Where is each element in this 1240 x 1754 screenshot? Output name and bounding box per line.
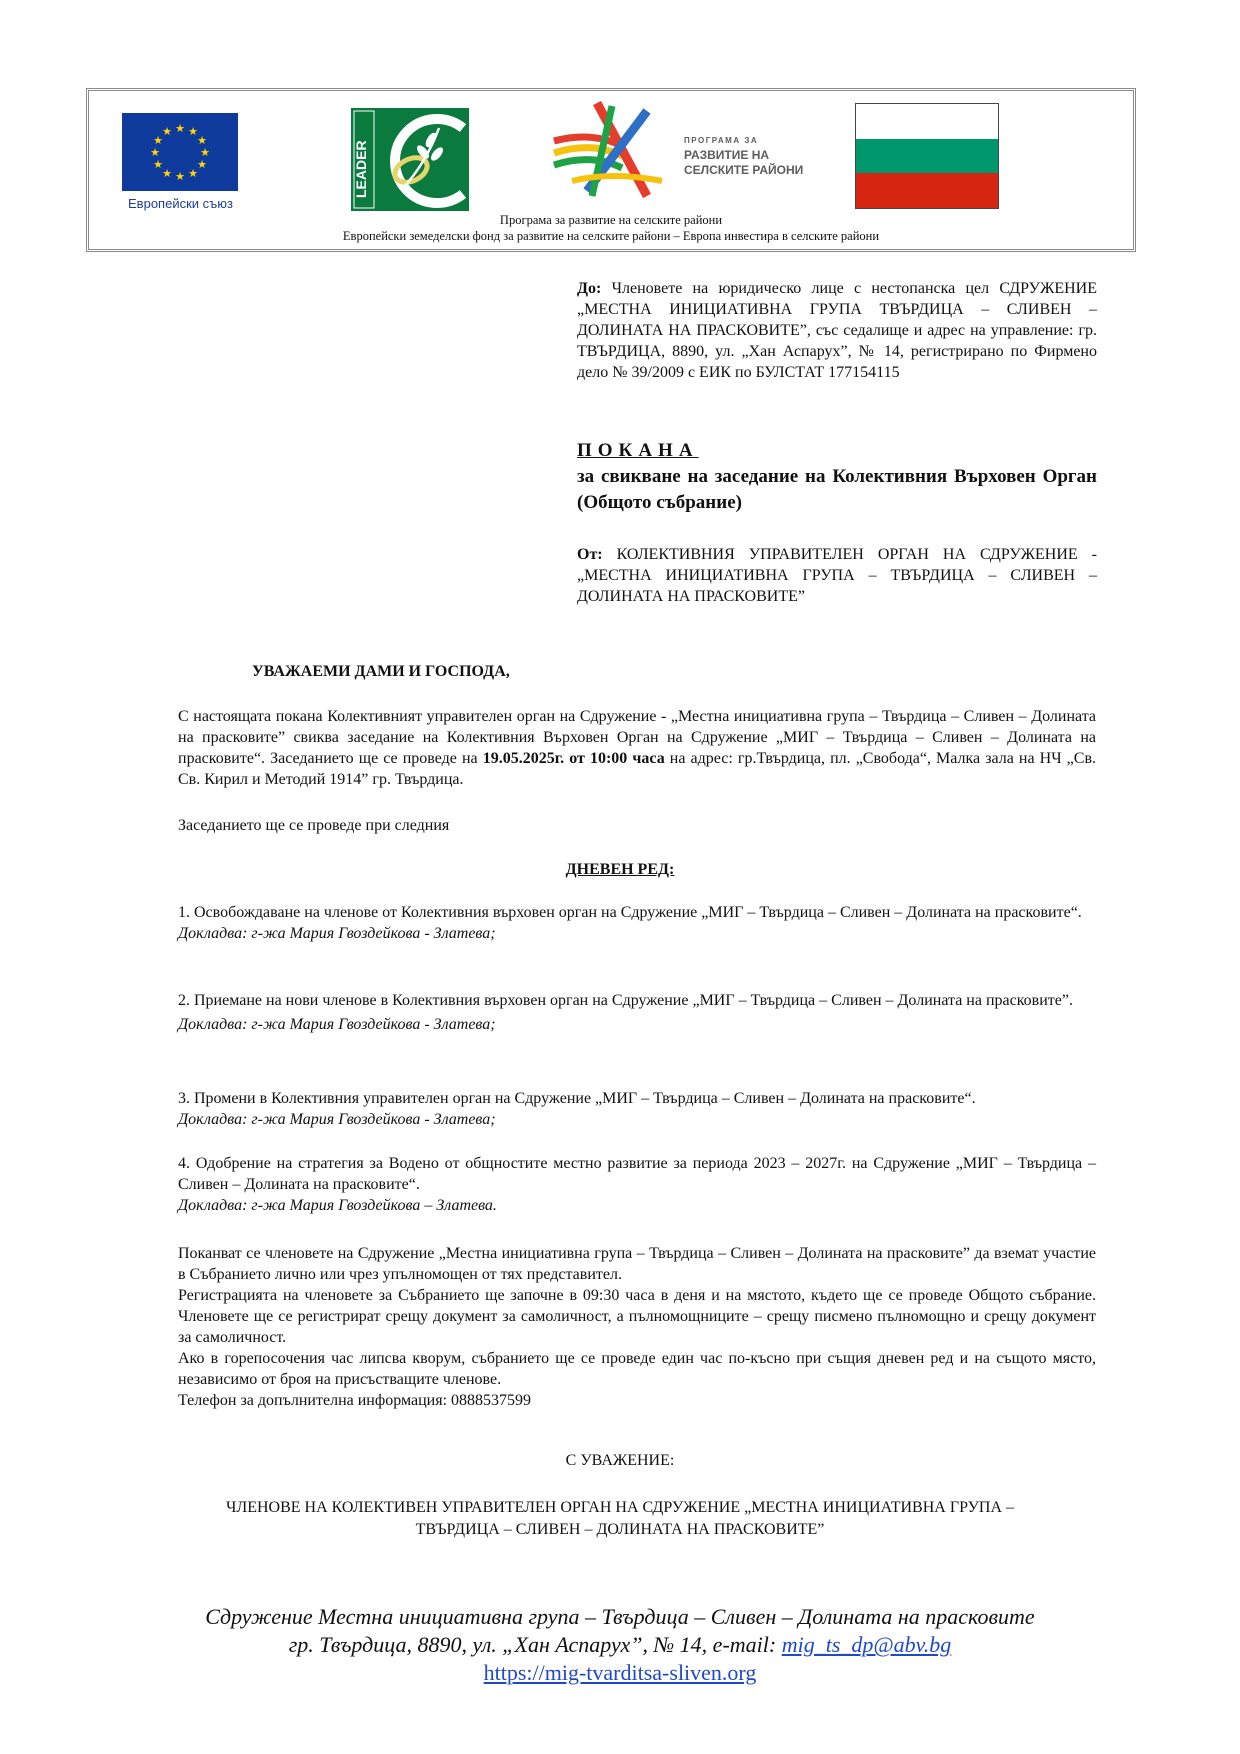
pre-agenda-text: Заседанието ще се проведе при следния (178, 817, 450, 834)
agenda-item-text: 3. Промени в Колективния управителен орган на Сдружение „МИГ – Твърдица – Сливен – Долината на прасковите“. (178, 1090, 976, 1107)
addressee-text: Членовете на юридическо лице с нестопанска цел СДРУЖЕНИЕ „МЕСТНА ИНИЦИАТИВНА ГРУПА ТВЪРДИЦА – СЛИВЕН – ДОЛИНАТА НА ПРАСКОВИТЕ”, със седалище и адрес на управление: гр. ТВЪРДИЦА, 8890, ул. „Хан Аспарух”, № 14, регистрирано по Фирмено дело № 39/2009 с ЕИК по БУЛСТАТ 177154115 (577, 280, 1098, 381)
closing-paragraph: Телефон за допълнителна информация: 0888537599 (178, 1392, 532, 1409)
agenda-item-reporter: Докладва: г-жа Мария Гвоздейкова - Златева; (178, 1111, 496, 1128)
eu-caption: Европейски съюз (128, 196, 233, 211)
intro-part3: на адрес: гр.Твърдица, пл. „Свобода“, Малка зала на НЧ „Св. Св. Кирил и Методий 1914” гр. Твърдица. (178, 750, 1097, 788)
closing-paragraph: Ако в горепосочения час липсва кворум, събранието ще се проведе един час по-късно при същия дневен ред и на същото място, независимо от броя на присъстващите членове. (178, 1350, 1096, 1388)
invitation-title: ПОКАНА (577, 440, 699, 461)
svg-text:★: ★ (162, 167, 172, 180)
agenda-title: ДНЕВЕН РЕД: (565, 861, 675, 878)
footer-email-link[interactable]: mig_ts_dp@abv.bg (781, 1632, 952, 1657)
svg-text:★: ★ (200, 146, 210, 159)
rural-program-icon (552, 101, 682, 201)
eu-stars-icon (122, 113, 238, 191)
flag-green-stripe (856, 139, 998, 174)
invitation-subtitle: за свикване на заседание на Колективния Върховен Орган (Общото събрание) (577, 466, 1097, 513)
header-fund-line: Европейски земеделски фонд за развитие на селските райони – Европа инвестира в селските райони (342, 229, 880, 243)
closing-paragraph: Поканват се членовете на Сдружение „Местна инициативна група – Твърдица – Сливен – Долината на прасковите” да вземат участие в Събранието лично или чрез упълномощен от тях представител. (178, 1245, 1096, 1283)
intro-part1: С настоящата покана Колективният управителен орган на Сдружение - „Местна инициативна група – Твърдица – Сливен – Долината на прасковите” свиква заседание на Колективния Върховен Орган на Сдружение „МИГ – Твърдица – Сливен – Долината на прасковите“. Заседанието ще се проведе на (178, 708, 1096, 767)
svg-text:★: ★ (162, 125, 172, 138)
flag-red-stripe (856, 173, 998, 208)
footer-website-link[interactable]: https://mig-tvarditsa-sliven.org (483, 1660, 757, 1685)
sender-label: От: (577, 546, 603, 563)
svg-text:★: ★ (175, 122, 185, 135)
footer-address (0, 1631, 1240, 1659)
program-logo-small: ПРОГРАМА ЗА (684, 136, 759, 145)
sender-text: КОЛЕКТИВНИЯ УПРАВИТЕЛЕН ОРГАН НА СДРУЖЕНИЕ - „МЕСТНА ИНИЦИАТИВНА ГРУПА – ТВЪРДИЦА – СЛИВЕН – ДОЛИНАТА НА ПРАСКОВИТЕ” (577, 546, 1097, 605)
agenda-item (178, 1153, 1096, 1216)
addressee-label: До: (577, 280, 602, 297)
svg-text:★: ★ (197, 134, 207, 147)
svg-text:LEADER: LEADER (353, 140, 369, 198)
header-logo-box (86, 88, 1136, 252)
svg-text:★: ★ (197, 158, 207, 171)
greeting: УВАЖАЕМИ ДАМИ И ГОСПОДА, (252, 663, 510, 680)
closing-paragraph: Регистрацията на членовете за Събранието ще започне в 09:30 часа в деня и на мястото, където ще се проведе Общото събрание. Членовете ще се регистрират срещу документ за самоличност, а пълномощниците – срещу писмено пълномощно и срещу документ за самоличност. (178, 1287, 1096, 1346)
closing-paragraphs (178, 1243, 1096, 1411)
sender-block (577, 544, 1097, 607)
svg-text:★: ★ (153, 158, 163, 171)
leader-icon (351, 108, 469, 211)
footer-address-text: гр. Твърдица, 8890, ул. „Хан Аспарух”, № 14, e-mail: (288, 1632, 782, 1657)
signature-block (120, 1497, 1120, 1541)
footer-organization: Сдружение Местна инициативна група – Твърдица – Сливен – Долината на прасковите (205, 1604, 1035, 1629)
signature-line: ЧЛЕНОВЕ НА КОЛЕКТИВЕН УПРАВИТЕЛЕН ОРГАН НА СДРУЖЕНИЕ „МЕСТНА ИНИЦИАТИВНА ГРУПА – (225, 1499, 1015, 1516)
flag-white-stripe (856, 104, 998, 139)
eu-flag-logo (122, 113, 238, 191)
program-logo-text (684, 133, 803, 178)
svg-text:★: ★ (150, 146, 160, 159)
invitation-title-block (577, 438, 1097, 516)
header-program-line: Програма за развитие на селските райони (499, 213, 723, 227)
svg-text:★: ★ (188, 125, 198, 138)
bulgarian-flag (855, 103, 999, 209)
regards: С УВАЖЕНИЕ: (565, 1452, 675, 1469)
footer (0, 1603, 1240, 1687)
signature-line: ТВЪРДИЦА – СЛИВЕН – ДОЛИНАТА НА ПРАСКОВИТЕ” (415, 1521, 825, 1538)
agenda-item (178, 902, 1096, 944)
agenda-item-reporter: Докладва: г-жа Мария Гвоздейкова – Златева. (178, 1197, 497, 1214)
svg-text:★: ★ (175, 170, 185, 183)
intro-paragraph (178, 706, 1096, 790)
agenda-item (178, 1088, 1096, 1130)
agenda-item-text: 4. Одобрение на стратегия за Водено от общностите местно развитие за периода 2023 – 2027г. на Сдружение „МИГ – Твърдица – Сливен – Долината на прасковите“. (178, 1155, 1096, 1193)
leader-logo (351, 108, 469, 211)
agenda-item-reporter: Докладва: г-жа Мария Гвоздейкова - Златева; (178, 925, 496, 942)
svg-text:★: ★ (188, 167, 198, 180)
program-logo-line1: РАЗВИТИЕ НА (684, 148, 770, 162)
agenda-item-reporter: Докладва: г-жа Мария Гвоздейкова - Златева; (178, 1016, 496, 1033)
agenda-item (178, 989, 1096, 1035)
agenda-item-text: 2. Приемане на нови членове в Колективния върховен орган на Сдружение „МИГ – Твърдица – Сливен – Долината на прасковите”. (178, 992, 1073, 1009)
meeting-time: от 10:00 часа (569, 750, 665, 767)
program-logo-line2: СЕЛСКИТЕ РАЙОНИ (684, 163, 804, 177)
addressee-block (577, 278, 1097, 383)
meeting-date: 19.05.2025г. (482, 750, 565, 767)
svg-text:★: ★ (153, 134, 163, 147)
agenda-item-text: 1. Освобождаване на членове от Колективния върховен орган на Сдружение „МИГ – Твърдица – Сливен – Долината на прасковите“. (178, 904, 1082, 921)
